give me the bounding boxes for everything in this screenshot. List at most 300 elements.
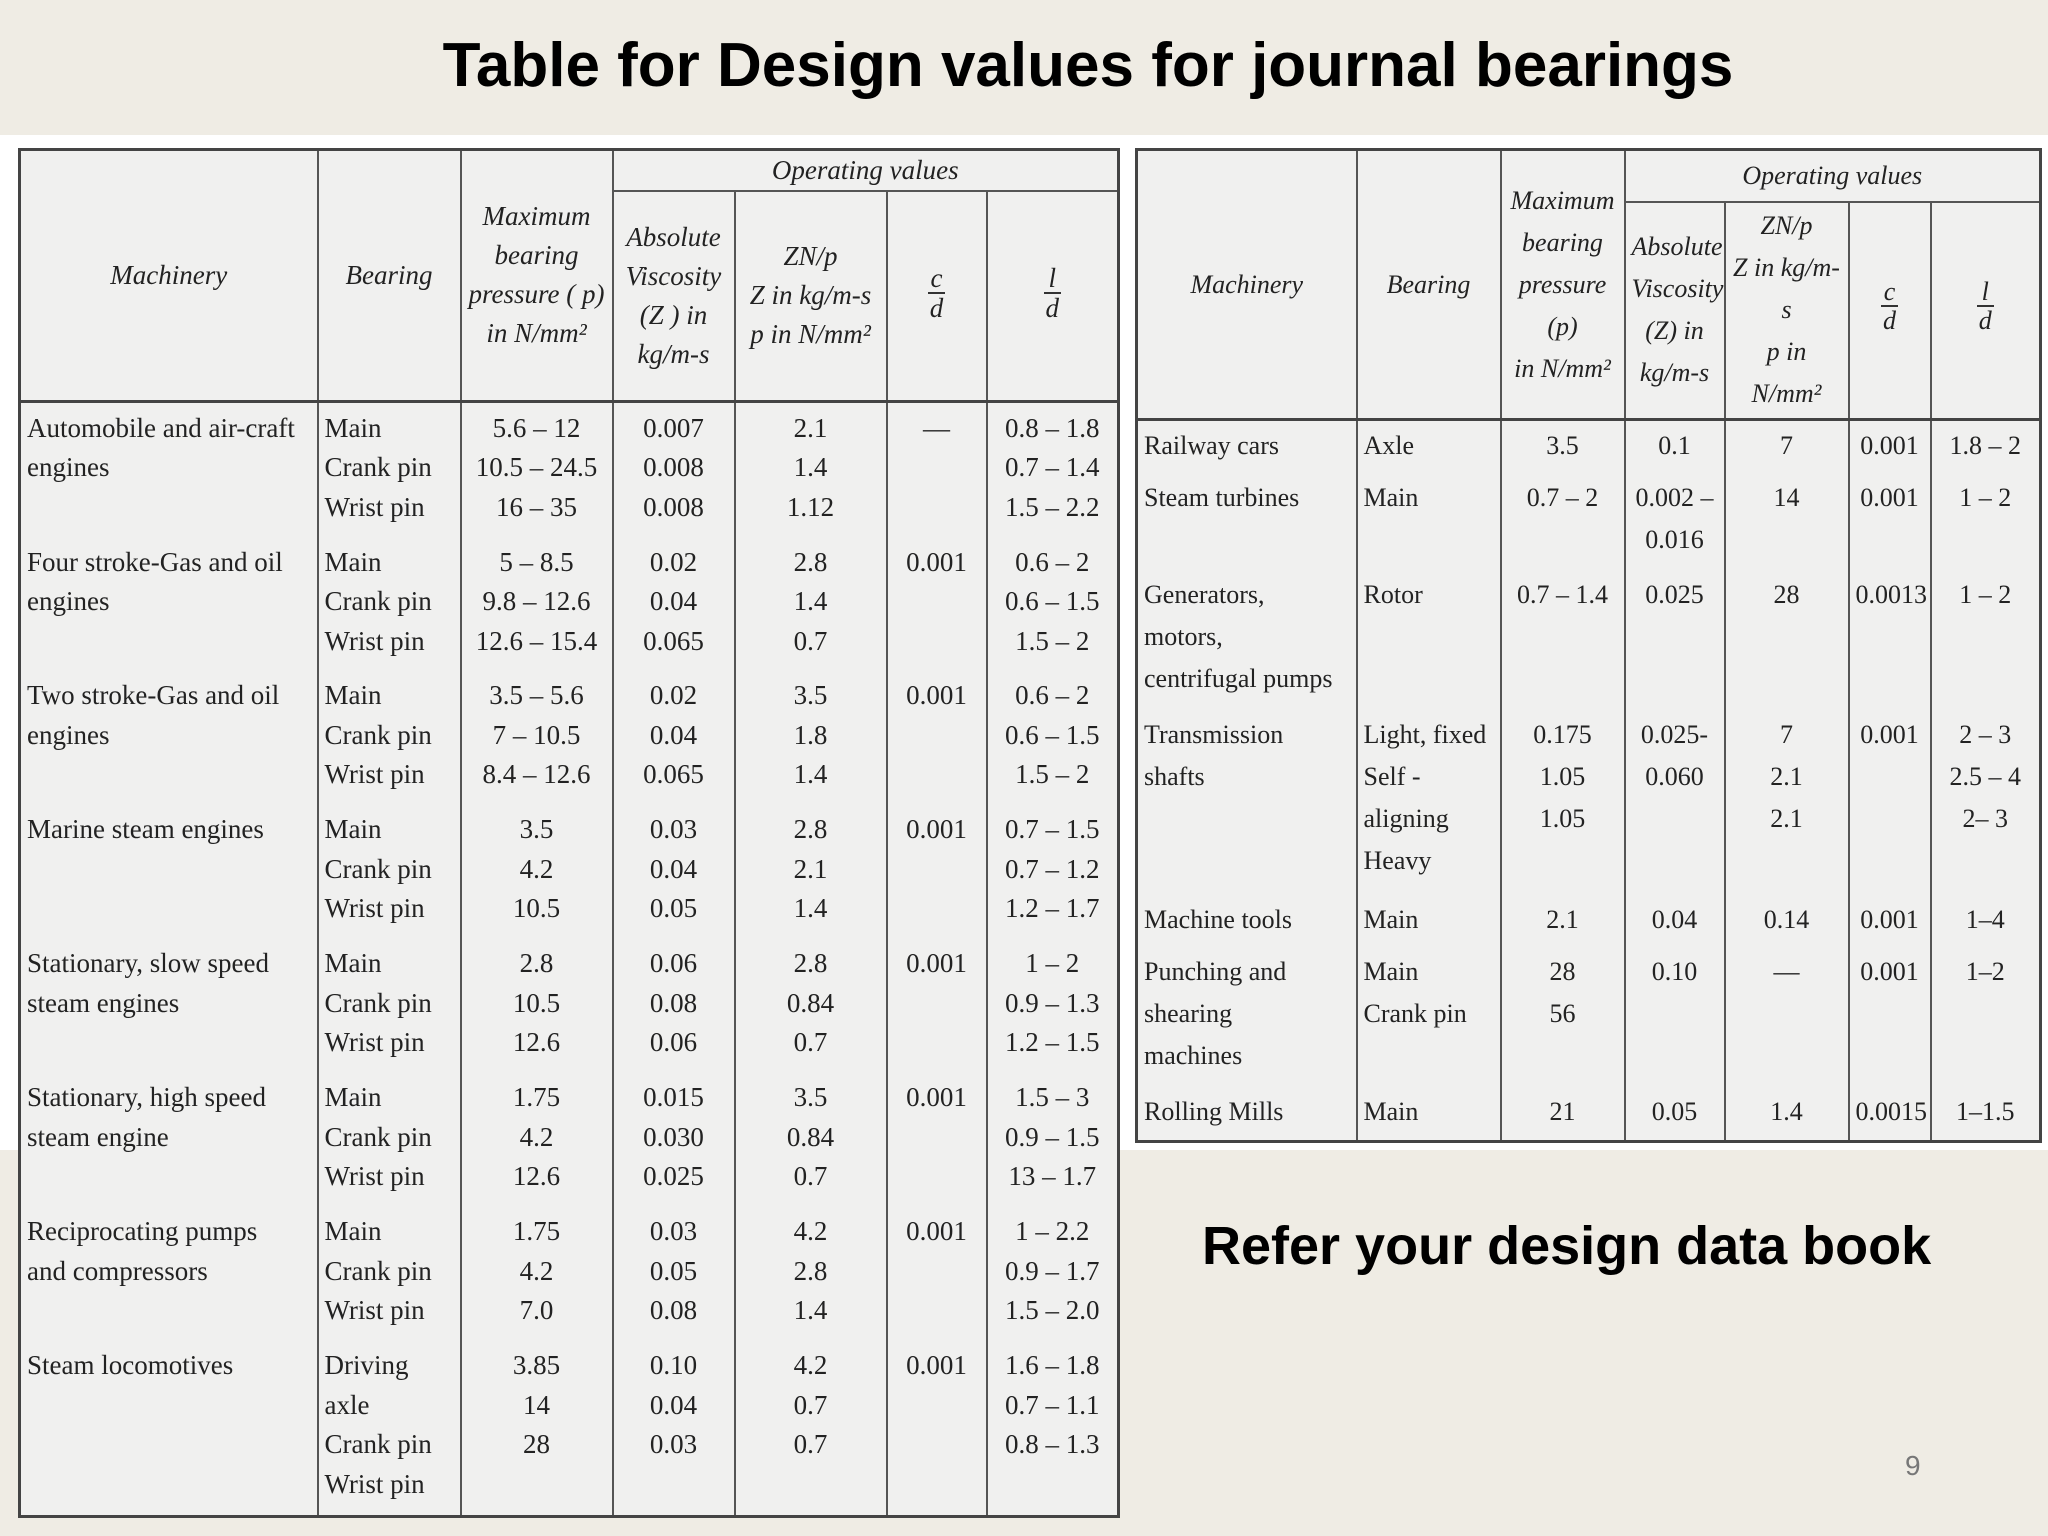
cell-line: Crank pin	[324, 1121, 432, 1152]
cell-line: Main	[324, 412, 382, 443]
l-over-d-cell	[1931, 473, 2041, 569]
cell-line: 7.0	[519, 1295, 554, 1326]
cell-line: Axle	[1363, 431, 1415, 460]
machinery-cell	[20, 401, 318, 537]
c-over-d-header: $\frac{c}{d}$	[887, 191, 987, 401]
cell-line: 12.6	[512, 1027, 561, 1058]
cell-line: 0.03	[649, 814, 698, 845]
cell-line: 0.7	[793, 1389, 828, 1420]
znp-cell	[1725, 947, 1849, 1087]
pressure-cell	[1501, 570, 1625, 710]
cell-line: 0.008	[643, 452, 704, 482]
cell-line: engines	[27, 452, 110, 482]
cell-line: 1.6 – 1.8	[1005, 1350, 1100, 1381]
c-over-d-cell	[1849, 473, 1931, 569]
cell-line: Crank pin	[1363, 999, 1467, 1029]
header-line: pressure (p)	[1518, 269, 1607, 341]
header-line: (Z ) in	[639, 299, 708, 330]
cell-line: 9.8 – 12.6	[482, 586, 591, 617]
cell-line: 0.7 – 2	[1526, 483, 1599, 513]
cell-line: 1.12	[786, 491, 835, 522]
cell-line: 0.6 – 2	[1015, 546, 1090, 577]
znp-header	[735, 191, 887, 401]
cell-line: Wrist pin	[324, 893, 425, 924]
cell-line: Wrist pin	[324, 491, 425, 522]
cell-line: 10.5	[512, 893, 561, 924]
cell-line: 0.9 – 1.3	[1005, 987, 1100, 1018]
header-line: ZN/p	[783, 241, 838, 272]
c-over-d-cell	[887, 537, 987, 671]
cell-line: 1.05	[1539, 804, 1586, 834]
c-over-d-cell	[887, 1340, 987, 1516]
cell-line: Automobile and air-craft	[27, 412, 295, 443]
l-over-d-cell	[987, 1340, 1119, 1516]
cell-line: 1.8 – 2	[1949, 431, 2021, 460]
l-over-d-header: $\frac{l}{d}$	[1931, 202, 2041, 420]
viscosity-cell	[1625, 473, 1725, 569]
bearing-cell	[1357, 710, 1501, 894]
header-line: kg/m-s	[637, 338, 710, 369]
left-table-panel	[18, 148, 1117, 1518]
cell-line: 21	[1549, 1097, 1576, 1127]
pressure-cell	[461, 537, 613, 671]
slide-title: Table for Design values for journal bearings	[442, 31, 1734, 100]
cell-line: —	[923, 412, 950, 443]
cell-line: centrifugal pumps	[1144, 663, 1333, 693]
cell-line: Transmission shafts	[1144, 720, 1284, 792]
machinery-cell	[1137, 1087, 1357, 1141]
cell-line: 0.025-	[1640, 720, 1709, 750]
cell-line: 0.065	[643, 625, 704, 656]
cell-line: engines	[27, 586, 110, 617]
cell-line: 2.1	[793, 853, 828, 884]
table-row	[20, 1072, 1119, 1206]
cell-line: Main	[1363, 1097, 1419, 1127]
right-table-header	[1137, 150, 2041, 420]
operating-values-header: Operating values	[613, 150, 1119, 192]
table-row	[1137, 947, 2041, 1087]
refer-note: Refer your design data book	[1202, 1216, 1932, 1276]
cell-line: 1 – 2.2	[1015, 1216, 1090, 1247]
cell-line: 0.060	[1645, 762, 1704, 792]
cell-line: Crank pin	[324, 853, 432, 884]
cell-line: 0.6 – 1.5	[1005, 719, 1100, 750]
cell-line: 3.85	[512, 1350, 561, 1381]
machinery-cell	[20, 1206, 318, 1340]
pressure-cell	[461, 670, 613, 804]
cell-line: 7	[1780, 431, 1793, 460]
cell-line: 0.08	[649, 1295, 698, 1326]
machinery-cell	[20, 1340, 318, 1516]
cell-line: Crank pin	[324, 1429, 432, 1460]
cell-line: 7	[1780, 720, 1793, 750]
pressure-cell	[461, 1206, 613, 1340]
cell-line: 1 – 2	[1959, 579, 2012, 609]
cell-line: 0.03	[649, 1429, 698, 1460]
c-over-d-cell	[887, 401, 987, 537]
bearing-cell	[318, 537, 461, 671]
cell-line: Stationary, slow speed	[27, 948, 269, 979]
cell-line: 0.06	[649, 948, 698, 979]
znp-cell	[735, 670, 887, 804]
c-over-d-cell	[1849, 895, 1931, 947]
viscosity-cell	[613, 401, 735, 537]
cell-line: 0.008	[643, 491, 704, 522]
znp-cell	[1725, 895, 1849, 947]
c-over-d-cell	[1849, 1087, 1931, 1141]
cell-line: 0.8 – 1.3	[1005, 1429, 1100, 1460]
cell-line: 0.7 – 1.2	[1005, 853, 1100, 884]
header-line: Viscosity	[625, 260, 722, 291]
c-over-d-cell	[887, 1206, 987, 1340]
bearing-cell	[318, 804, 461, 938]
cell-line: Main	[1363, 483, 1419, 513]
cell-line: Wrist pin	[324, 1161, 425, 1192]
table-row	[20, 804, 1119, 938]
header-line: Absolute	[1631, 232, 1723, 262]
table-row	[20, 537, 1119, 671]
l-over-d-header: $\frac{l}{d}$	[987, 191, 1119, 401]
l-over-d-cell	[987, 1206, 1119, 1340]
cell-line: Main	[324, 1216, 382, 1247]
cell-line: 1.75	[512, 1082, 561, 1113]
cell-line: 0.8 – 1.8	[1005, 412, 1100, 443]
cell-line: 0.10	[649, 1350, 698, 1381]
cell-line: 1.5 – 2.2	[1005, 491, 1100, 522]
cell-line: 0.025	[643, 1161, 704, 1192]
header-line: bearing	[494, 240, 579, 271]
cell-line: Wrist pin	[324, 1295, 425, 1326]
cell-line: 0.7	[793, 1161, 828, 1192]
c-over-d-cell	[1849, 710, 1931, 894]
bearing-cell	[1357, 947, 1501, 1087]
bearing-cell	[1357, 895, 1501, 947]
cell-line: Steam locomotives	[27, 1350, 234, 1381]
l-over-d-cell	[987, 1072, 1119, 1206]
cell-line: Light, fixed	[1363, 720, 1487, 750]
cell-line: —	[1773, 957, 1800, 987]
znp-cell	[735, 537, 887, 671]
cell-line: 0.001	[1860, 431, 1919, 460]
cell-line: 0.05	[649, 893, 698, 924]
max-pressure-header	[461, 150, 613, 402]
cell-line: 3.5	[793, 680, 828, 711]
table-row	[1137, 420, 2041, 474]
machinery-cell	[1137, 570, 1357, 710]
cell-line: 0.0013	[1855, 579, 1927, 609]
cell-line: 0.02	[649, 546, 698, 577]
cell-line: 1.4	[1770, 1097, 1803, 1127]
cell-line: 28	[1773, 579, 1800, 609]
bearing-cell	[318, 401, 461, 537]
viscosity-cell	[613, 670, 735, 804]
cell-line: Rotor	[1363, 579, 1423, 609]
header-line: pressure ( p)	[468, 279, 605, 310]
pressure-cell	[1501, 895, 1625, 947]
cell-line: 3.5	[793, 1082, 828, 1113]
header-line: Viscosity	[1631, 274, 1724, 304]
left-bearing-table	[18, 148, 1120, 1518]
cell-line: 4.2	[793, 1350, 828, 1381]
znp-cell	[735, 1340, 887, 1516]
cell-line: 8.4 – 12.6	[482, 759, 591, 790]
cell-line: 4.2	[519, 853, 554, 884]
pressure-cell	[1501, 947, 1625, 1087]
max-pressure-header	[1501, 150, 1625, 420]
cell-line: Wrist pin	[324, 625, 425, 656]
header-line: Maximum	[1510, 185, 1615, 215]
cell-line: 1.4	[793, 1295, 828, 1326]
l-over-d-cell	[1931, 895, 2041, 947]
right-bearing-table	[1135, 148, 2042, 1143]
cell-line: 12.6	[512, 1161, 561, 1192]
l-over-d-cell	[1931, 420, 2041, 474]
cell-line: 1.8	[793, 719, 828, 750]
cell-line: 1 – 2	[1025, 948, 1080, 979]
cell-line: 4.2	[519, 1121, 554, 1152]
header-line: (Z) in	[1645, 316, 1704, 346]
cell-line: Crank pin	[324, 719, 432, 750]
cell-line: 0.001	[906, 1082, 967, 1113]
cell-line: 0.7 – 1.4	[1005, 452, 1100, 482]
cell-line: 1.5 – 2.0	[1005, 1295, 1100, 1326]
bearing-cell	[318, 1340, 461, 1516]
c-over-d-cell	[887, 938, 987, 1072]
c-over-d-cell	[1849, 570, 1931, 710]
machinery-header: Machinery	[1137, 150, 1357, 420]
cell-line: 0.6 – 1.5	[1005, 586, 1100, 617]
machinery-cell	[1137, 895, 1357, 947]
cell-line: 56	[1549, 999, 1576, 1029]
c-over-d-cell	[1849, 947, 1931, 1087]
cell-line: 1.5 – 2	[1015, 759, 1090, 790]
cell-line: 4.2	[519, 1255, 554, 1286]
cell-line: 0.175	[1533, 720, 1592, 750]
cell-line: 0.030	[643, 1121, 704, 1152]
table-row	[20, 401, 1119, 537]
cell-line: 3.5	[1546, 431, 1579, 460]
cell-line: 28	[1549, 957, 1576, 987]
table-row	[20, 1206, 1119, 1340]
header-line: Maximum	[482, 201, 591, 232]
cell-line: Crank pin	[324, 586, 432, 617]
znp-cell	[735, 938, 887, 1072]
cell-line: 1.4	[793, 893, 828, 924]
cell-line: 2.8	[793, 948, 828, 979]
l-over-d-cell	[987, 804, 1119, 938]
cell-line: 28	[523, 1429, 550, 1460]
bearing-cell	[318, 1072, 461, 1206]
cell-line: 1.5 – 2	[1015, 625, 1090, 656]
cell-line: 0.02	[649, 680, 698, 711]
header-line: bearing	[1522, 227, 1603, 257]
cell-line: Reciprocating pumps	[27, 1216, 258, 1247]
machinery-cell	[20, 537, 318, 671]
header-line: Z in kg/m-s	[1733, 253, 1840, 325]
cell-line: 10.5 – 24.5	[475, 452, 598, 482]
cell-line: 0.001	[906, 814, 967, 845]
cell-line: 7 – 10.5	[492, 719, 581, 750]
cell-line: 5.6 – 12	[492, 412, 581, 443]
cell-line: 0.84	[786, 1121, 835, 1152]
cell-line: steam engines	[27, 987, 180, 1018]
cell-line: 0.84	[786, 987, 835, 1018]
cell-line: 0.0015	[1855, 1097, 1927, 1127]
cell-line: Main	[324, 814, 382, 845]
cell-line: machines	[1144, 1041, 1243, 1071]
cell-line: Heavy	[1363, 846, 1432, 876]
cell-line: 0.002 –	[1635, 483, 1714, 513]
cell-line: Punching and shearing	[1144, 957, 1287, 1029]
cell-line: Crank pin	[324, 452, 432, 482]
cell-line: 2.8	[793, 814, 828, 845]
pressure-cell	[461, 938, 613, 1072]
viscosity-cell	[1625, 710, 1725, 894]
cell-line: Stationary, high speed	[27, 1082, 266, 1113]
cell-line: 0.001	[1860, 720, 1919, 750]
cell-line: 1–2	[1965, 957, 2005, 987]
table-row	[20, 670, 1119, 804]
right-table-body	[1137, 420, 2041, 1142]
cell-line: Driving axle	[324, 1350, 409, 1420]
machinery-cell	[20, 1072, 318, 1206]
l-over-d-cell	[1931, 710, 2041, 894]
pressure-cell	[1501, 1087, 1625, 1141]
l-over-d-cell	[987, 537, 1119, 671]
cell-line: Four stroke-Gas and oil	[27, 546, 283, 577]
cell-line: 2– 3	[1962, 804, 2008, 834]
cell-line: 16 – 35	[496, 491, 577, 522]
cell-line: steam engine	[27, 1121, 169, 1152]
viscosity-header	[1625, 202, 1725, 420]
cell-line: 1.5 – 3	[1015, 1082, 1090, 1113]
viscosity-cell	[613, 804, 735, 938]
znp-cell	[1725, 1087, 1849, 1141]
table-row	[20, 1340, 1119, 1516]
l-over-d-cell	[987, 938, 1119, 1072]
cell-line: Crank pin	[324, 1255, 432, 1286]
cell-line: 0.14	[1763, 904, 1810, 934]
bearing-cell	[1357, 570, 1501, 710]
znp-cell	[735, 401, 887, 537]
viscosity-cell	[1625, 1087, 1725, 1141]
cell-line: 0.7 – 1.4	[1517, 579, 1608, 609]
cell-line: 3.5 – 5.6	[489, 680, 584, 711]
l-over-d-cell	[1931, 1087, 2041, 1141]
cell-line: Railway cars	[1144, 431, 1280, 460]
l-over-d-cell	[987, 670, 1119, 804]
znp-cell	[735, 804, 887, 938]
viscosity-cell	[1625, 895, 1725, 947]
cell-line: 0.05	[1651, 1097, 1698, 1127]
cell-line: 0.7	[793, 625, 828, 656]
cell-line: 2.8	[793, 1255, 828, 1286]
cell-line: Wrist pin	[324, 1027, 425, 1058]
cell-line: 2.8	[793, 546, 828, 577]
cell-line: 0.016	[1645, 525, 1704, 555]
c-over-d-header: $\frac{c}{d}$	[1849, 202, 1931, 420]
header-line: Absolute	[626, 221, 721, 252]
cell-line: 1–4	[1965, 904, 2005, 934]
cell-line: engines	[27, 719, 110, 750]
cell-line: 10.5	[512, 987, 561, 1018]
cell-line: 0.001	[1860, 957, 1919, 987]
page-number: 9	[1905, 1450, 1921, 1481]
title-band	[0, 0, 2048, 135]
table-row	[1137, 710, 2041, 894]
table-row	[20, 938, 1119, 1072]
cell-line: 14	[523, 1389, 550, 1420]
table-row	[1137, 1087, 2041, 1141]
bearing-cell	[318, 670, 461, 804]
pressure-cell	[461, 804, 613, 938]
cell-line: 1.05	[1539, 762, 1586, 792]
cell-line: 0.007	[643, 412, 704, 443]
machinery-cell	[20, 804, 318, 938]
viscosity-cell	[1625, 570, 1725, 710]
table-row	[1137, 895, 2041, 947]
pressure-cell	[1501, 473, 1625, 569]
cell-line: 1–1.5	[1956, 1097, 2015, 1127]
znp-cell	[735, 1206, 887, 1340]
viscosity-cell	[613, 938, 735, 1072]
cell-line: 4.2	[793, 1216, 828, 1247]
viscosity-header	[613, 191, 735, 401]
znp-header	[1725, 202, 1849, 420]
cell-line: 0.05	[649, 1255, 698, 1286]
pressure-cell	[461, 401, 613, 537]
cell-line: 0.025	[1645, 579, 1704, 609]
c-over-d-cell	[1849, 420, 1931, 474]
cell-line: 0.7	[793, 1429, 828, 1460]
cell-line: 2.1	[1770, 762, 1803, 792]
cell-line: Steam turbines	[1144, 483, 1300, 513]
cell-line: Marine steam engines	[27, 814, 264, 845]
cell-line: 1.4	[793, 759, 828, 790]
right-table-panel	[1135, 148, 2039, 1143]
cell-line: Crank pin	[324, 987, 432, 1018]
cell-line: 0.6 – 2	[1015, 680, 1090, 711]
cell-line: Main	[324, 680, 382, 711]
cell-line: 0.9 – 1.7	[1005, 1255, 1100, 1286]
cell-line: Wrist pin	[324, 1468, 425, 1499]
viscosity-cell	[1625, 420, 1725, 474]
machinery-cell	[1137, 473, 1357, 569]
cell-line: 0.7 – 1.5	[1005, 814, 1100, 845]
znp-cell	[1725, 420, 1849, 474]
header-line: p in N/mm²	[1751, 337, 1822, 409]
cell-line: Main	[324, 948, 382, 979]
viscosity-cell	[613, 537, 735, 671]
znp-cell	[1725, 570, 1849, 710]
cell-line: 0.001	[1860, 483, 1919, 513]
l-over-d-cell	[1931, 947, 2041, 1087]
cell-line: 0.1	[1658, 431, 1691, 460]
cell-line: 1.75	[512, 1216, 561, 1247]
cell-line: 0.001	[906, 1216, 967, 1247]
header-line: kg/m-s	[1639, 358, 1710, 388]
bearing-cell	[1357, 420, 1501, 474]
cell-line: 0.04	[649, 586, 698, 617]
left-table-body	[20, 401, 1119, 1517]
cell-line: 0.001	[906, 680, 967, 711]
cell-line: 3.5	[519, 814, 554, 845]
machinery-cell	[20, 670, 318, 804]
header-line: ZN/p	[1760, 211, 1813, 241]
bearing-cell	[318, 938, 461, 1072]
cell-line: 2.1	[1546, 904, 1579, 934]
znp-cell	[1725, 710, 1849, 894]
